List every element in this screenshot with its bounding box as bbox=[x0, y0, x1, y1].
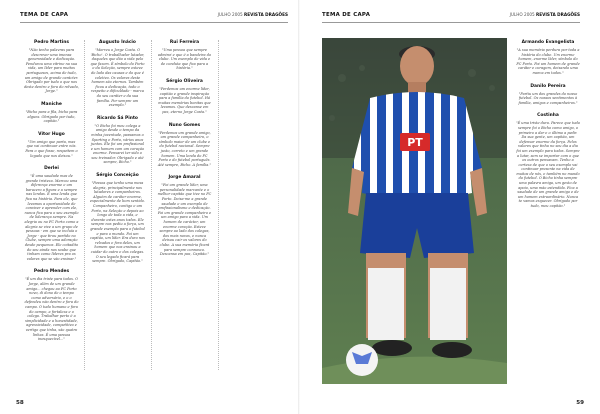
header-rule bbox=[20, 22, 288, 23]
header-rule bbox=[322, 22, 580, 23]
tribute-author: Danilo Pereira bbox=[530, 83, 566, 89]
issue-label bbox=[510, 12, 580, 17]
right-page-header bbox=[322, 12, 580, 22]
issue-date: JULHO 2005 bbox=[509, 12, 535, 17]
left-page-header bbox=[20, 12, 288, 22]
section-title: TEMA DE CAPA bbox=[322, 12, 371, 18]
tribute-column-2 bbox=[90, 40, 145, 272]
tribute-quote: "O Bicho foi meu colega a amigo desde o tempo da minha juventude, passamos o Sporting e Porto, vários anos juntos. Ele foi um profissional e um homem com um coração enorme. Pensarei ter sido o seu treinador. Obrigado e até sempre, Bicho." bbox=[90, 123, 145, 165]
tribute-column-1 bbox=[24, 40, 79, 350]
tribute-author: Sérgio Conceição bbox=[96, 173, 139, 179]
player-illustration bbox=[322, 38, 507, 384]
tribute-author: Maniche bbox=[41, 101, 62, 107]
jersey-sponsor-text: PT bbox=[407, 136, 423, 149]
tribute-quote: "Uma pessoa que sempre admirei e que é a bandeira do clube. Um exemplo de vida e de conduta que fica para a história." bbox=[157, 48, 212, 71]
tribute-quote: "Pessoa que tenho uma mesa alegria, principalmente nos lutadores e companheiros. Alguém de caráter enorme, especialmente de bom sentido. Companheiro, contigo e um Porto, na Seleção e depois ao longo de toda a vida, e durante estes anos todos. Ele sempre nos pediu a força, um grande exemplo para o futebol e para o mundo. Foi um capitão, um líder. Era duro nos relvados e fora deles, um homem que nos ensinou a cuidar do outro e dos colegas. O seu legado ficará para sempre. Obrigado, Capitão." bbox=[90, 181, 145, 264]
page-number: 58 bbox=[16, 400, 24, 406]
issue-date: JULHO 2005 bbox=[217, 12, 243, 17]
tribute-quote: "É uma saudade mas de grande tristeza. Marcou uma diferença enorme e um barazero a figura e a sempre nas lendas. É uma lenda que fica na história. Para ele, que levamos a oportunidade de conviver e aprender com ele, nunca fica para o seu exemplo de liderança sempre. Na alegria ou no FC Porto como a alegria se vive a um grupo de pessoas - em que se incluía o Jorge - que tirou partido no Clube, sempre uma adoração desde pequenos. Ele coitadito do seu ainda nos soube que tinham como líderes pra os valores que se vão ensinar." bbox=[24, 174, 79, 261]
tribute-author: Ricardo Sá Pinto bbox=[97, 115, 138, 121]
tribute-quote: "Morreu o Jorge Costa. O 'Bicho'. O trabalhador lutador, daqueles que dão a vida pelo que fazem. É símbolo do Porto e da Seleção, sempre esteve do lado das causas e do que é coletivo. Os valores deste homem são eternos. Também ficou a dedicação, todo o respeito e dificuldade - marca do seu caráter e da sua família. Por sempre um exemplo." bbox=[90, 48, 145, 108]
magazine-title: REVISTA DRAGÕES bbox=[244, 12, 288, 17]
tribute-author: Derlei bbox=[44, 166, 59, 172]
issue-label bbox=[218, 12, 288, 17]
tribute-column-4 bbox=[516, 40, 580, 217]
tribute-author: Pedro Mendes bbox=[33, 269, 70, 275]
tribute-quote: "Foi um grande líder, uma personalidade marcante e o melhor capitão que tive no FC Porto. Deixa-me a grande saudade e um exemplo de profissionalismo e dedicação. Foi um grande companheiro e um amigo para a vida. Um homem de carácter, um enorme coração. Esteve sempre ao lado dos colegas, dos mais novos, e nunca deixou cair os valores do clube. A sua memória ficará para sempre connosco. Descansa em paz, Capitão." bbox=[157, 183, 212, 257]
tribute-author: Pedro Martins bbox=[34, 40, 69, 45]
tribute-quote: "Perdemos um enorme líder, capitão e grande inspiração para a família do futebol. Há muitas memórias bonitas que levamos. Que descanse em paz, eterno Jorge Costa." bbox=[158, 86, 211, 114]
tribute-quote: "É uma triste dura. Parece que tudo sempre foi o Bicho como amigo, o primeiro a dar e o último a pedir. Da sua gente, um capitão, um defensor enorme da força. Pelos valores que tinha no seu dia a dia foi um exemplo para todos. Sempre a lutar, sem se importar com o que os outros pensavam. Tenho a certeza de que o seu exemplo vai continuar presente na vida de muitos de nós, e também no mundo do futebol. O Bicho tinha sempre uma palavra amiga, um gesto de apoio, uma mão estendida. Fica a saudade de um grande amigo e de um homem extraordinário. Nunca te vamos esquecer. Obrigado por tudo, meu capitão." bbox=[516, 121, 580, 209]
tribute-quote: "Um amigo que parta, mas que vai continuar entre nós. Para o que fosse, respeitem o legado que nos deixou." bbox=[25, 139, 78, 158]
column-divider bbox=[218, 40, 219, 370]
section-title: TEMA DE CAPA bbox=[20, 12, 69, 18]
tribute-author: Nuno Gomes bbox=[168, 122, 201, 128]
tribute-quote: "A sua memória perdura por toda a história do clube. Um enorme homem, enorme líder, símbolo do FC Porto. Foi um homem de grande caráter e coragem, deixando uma marca em todos." bbox=[516, 48, 580, 75]
tribute-author: Sérgio Oliveira bbox=[166, 78, 203, 84]
magazine-title: REVISTA DRAGÕES bbox=[536, 12, 580, 17]
column-divider bbox=[84, 40, 85, 370]
tribute-author: Costinha bbox=[537, 113, 559, 119]
tribute-quote: "É um dia triste para todos. O Jorge, além de um grande amigo... chegou ao FC Porto novo, di dono de o tempo como adversário, e o o defendeu não dentro e fora do campo. O tudo humano e fora do campo, a fortaleza e o colega. Trabalhar perto é a simplicidade e a honestidade, agressividade, competitivo e vertigo que tinha, são quatro linhas. É uma pessoa inesquecível..." bbox=[24, 277, 79, 342]
tribute-quote: "Partiu um dos grandes do nosso futebol. Os nossos sentimentos à família, amigos e companheiros." bbox=[518, 91, 578, 105]
right-page bbox=[300, 0, 600, 414]
column-divider bbox=[151, 40, 152, 370]
player-photo bbox=[322, 38, 507, 384]
tribute-quote: "Perdemos um grande amigo, um grande companheiro, o símbolo maior de um clube e do futebol nacional. Sempre justo, correto e um grande homem. Uma lenda do FC Porto e do futebol português. Até sempre, Bicho. A família." bbox=[157, 130, 212, 167]
tribute-author: Vítor Hugo bbox=[38, 131, 65, 137]
tribute-author: Rui Ferreira bbox=[169, 40, 200, 45]
tribute-author: Armando Evangelista bbox=[521, 40, 575, 45]
tribute-author: Augusto Inácio bbox=[99, 40, 136, 45]
tribute-column-3 bbox=[157, 40, 212, 265]
tribute-quote: "Bicho para a fila, bicho para alguns. Obrigado por tudo, capitão." bbox=[25, 109, 78, 124]
tribute-author: Jorge Amaral bbox=[168, 175, 201, 181]
tribute-quote: "Não tenho palavras para descrever uma imensa generosidade e dedicação. Pendurou uma vitrine na sua vida, um líder para muitos portugueses, acima de tudo, um amigo de grande carácter. Obrigado por tudo o que nos deste dentro e fora do relvado, Jorge." bbox=[24, 48, 79, 94]
page-number: 59 bbox=[576, 400, 584, 406]
